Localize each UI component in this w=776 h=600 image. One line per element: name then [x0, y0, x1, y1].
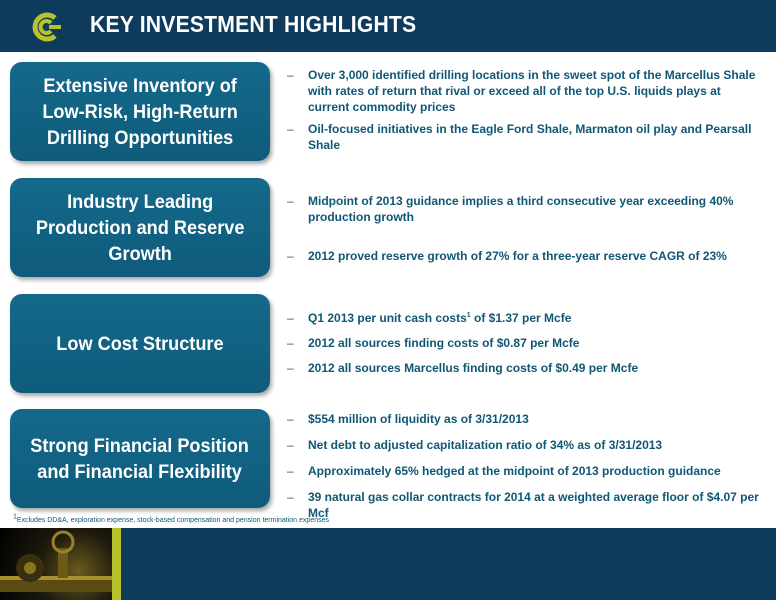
highlight-label	[10, 409, 270, 508]
bullet-item: – $554 million of liquidity as of 3/31/2013	[287, 411, 765, 427]
bullet-list	[287, 193, 765, 264]
bullet-text: Q1 2013 per unit cash costs	[308, 311, 467, 325]
bullet-item: – Midpoint of 2013 guidance implies a third consecutive year exceeding 40% production growth	[287, 193, 765, 225]
highlight-label	[10, 178, 270, 277]
label-line: Production and Reserve	[35, 216, 245, 239]
bullet-item	[287, 310, 765, 326]
label-line: Growth	[108, 242, 172, 265]
page-title: KEY INVESTMENT HIGHLIGHTS	[90, 11, 417, 37]
bullet-list	[287, 310, 765, 376]
label-line: Extensive Inventory of	[43, 74, 237, 97]
bullet-item: – 2012 all sources Marcellus finding costs of $0.49 per Mcfe	[287, 360, 765, 376]
bullet-item: – Approximately 65% hedged at the midpoint of 2013 production guidance	[287, 463, 765, 479]
pipeline-valve-photo	[0, 528, 112, 600]
bullet-item: – Oil-focused initiatives in the Eagle Ford Shale, Marmaton oil play and Pearsall Shale	[287, 121, 765, 153]
bullet-item: – 2012 all sources finding costs of $0.87 per Mcfe	[287, 335, 765, 351]
label-line: Low Cost Structure	[56, 332, 224, 355]
valve-illustration-icon	[0, 528, 112, 600]
accent-stripe	[112, 528, 121, 600]
highlight-label	[10, 62, 270, 161]
footnote	[13, 513, 329, 524]
bullet-text: of $1.37 per Mcfe	[470, 311, 572, 325]
bullet-list	[287, 411, 765, 521]
footnote-text: Excludes DD&A, exploration expense, stock-based compensation and pension termination expenses	[16, 517, 329, 524]
bullet-item: – Net debt to adjusted capitalization ratio of 34% as of 3/31/2013	[287, 437, 765, 453]
label-line: and Financial Flexibility	[37, 460, 243, 483]
label-line: Strong Financial Position	[30, 434, 250, 457]
company-logo-icon	[30, 10, 64, 44]
footnote-marker: 1	[13, 513, 17, 521]
label-line: Drilling Opportunities	[46, 126, 234, 149]
highlight-label	[10, 294, 270, 393]
bullet-item: – Over 3,000 identified drilling locations in the sweet spot of the Marcellus Shale with rates of return that rival or exceed all of the top U.S. liquids plays at current commodity prices	[287, 67, 765, 115]
bullet-item: – 2012 proved reserve growth of 27% for a three-year reserve CAGR of 23%	[287, 248, 765, 264]
label-line: Low-Risk, High-Return	[42, 100, 238, 123]
footnote-marker: 1	[466, 312, 471, 319]
header-bar	[0, 0, 776, 52]
label-line: Industry Leading	[66, 190, 214, 213]
bullet-item: – 39 natural gas collar contracts for 2014 at a weighted average floor of $4.07 per Mcf	[287, 489, 765, 521]
bullet-list	[287, 67, 765, 153]
footer-bar	[0, 528, 776, 600]
